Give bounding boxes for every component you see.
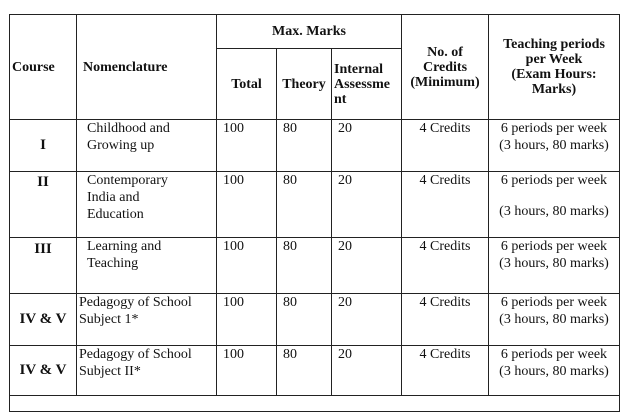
teaching-line: (3 hours, 80 marks) bbox=[499, 364, 609, 379]
course-number: I bbox=[10, 120, 77, 172]
course-name-line: Subject II* bbox=[79, 364, 141, 379]
course-name bbox=[77, 238, 217, 294]
teaching-line: 6 periods per week bbox=[500, 239, 608, 254]
course-name bbox=[77, 294, 217, 346]
header-theory: Theory bbox=[277, 49, 332, 120]
course-name-line: Childhood and bbox=[87, 121, 170, 136]
teaching-line: (3 hours, 80 marks) bbox=[499, 138, 609, 153]
credits: 4 Credits bbox=[402, 346, 489, 396]
teaching-periods bbox=[489, 294, 620, 346]
theory-marks: 80 bbox=[277, 172, 332, 238]
theory-marks: 80 bbox=[277, 346, 332, 396]
teaching-line: (3 hours, 80 marks) bbox=[499, 312, 609, 327]
theory-marks: 80 bbox=[277, 120, 332, 172]
table-row bbox=[10, 294, 620, 346]
course-number: IV & V bbox=[10, 346, 77, 396]
header-internal-line2: Assessme bbox=[334, 76, 390, 92]
credits: 4 Credits bbox=[402, 120, 489, 172]
course-name bbox=[77, 120, 217, 172]
table-row bbox=[10, 346, 620, 396]
course-name-line: Subject 1* bbox=[79, 312, 139, 327]
header-teaching bbox=[489, 15, 620, 120]
internal-marks: 20 bbox=[332, 294, 402, 346]
teaching-line: 6 periods per week bbox=[500, 347, 608, 362]
teaching-periods bbox=[489, 120, 620, 172]
header-teaching-line2: per Week bbox=[525, 52, 583, 67]
course-number: III bbox=[10, 238, 77, 294]
header-max-marks: Max. Marks bbox=[217, 15, 402, 49]
course-number: II bbox=[10, 172, 77, 238]
course-name-line: Learning and bbox=[87, 239, 162, 254]
teaching-periods bbox=[489, 172, 620, 238]
header-credits-line2: Credits bbox=[422, 59, 468, 75]
theory-marks: 80 bbox=[277, 238, 332, 294]
header-teaching-line1: Teaching periods bbox=[503, 37, 605, 52]
course-number: IV & V bbox=[10, 294, 77, 346]
teaching-line: (3 hours, 80 marks) bbox=[499, 204, 609, 219]
course-name-line: Contemporary bbox=[87, 173, 168, 188]
credits: 4 Credits bbox=[402, 172, 489, 238]
internal-marks: 20 bbox=[332, 172, 402, 238]
internal-marks: 20 bbox=[332, 346, 402, 396]
course-name-line: Growing up bbox=[87, 138, 155, 153]
course-name-line: Pedagogy of School bbox=[79, 347, 192, 362]
table-row-partial bbox=[10, 396, 620, 412]
theory-marks: 80 bbox=[277, 294, 332, 346]
header-total: Total bbox=[217, 49, 277, 120]
course-name-line: India and bbox=[87, 190, 140, 205]
internal-marks: 20 bbox=[332, 238, 402, 294]
course-name-line: Teaching bbox=[87, 256, 139, 271]
header-internal-line1: Internal bbox=[334, 61, 383, 77]
partial-cell bbox=[10, 396, 620, 412]
teaching-periods bbox=[489, 238, 620, 294]
teaching-line: 6 periods per week bbox=[500, 295, 608, 310]
header-teaching-line3: (Exam Hours: bbox=[511, 67, 597, 82]
teaching-line: 6 periods per week bbox=[500, 121, 608, 136]
course-name-line: Education bbox=[87, 207, 144, 222]
table-row bbox=[10, 238, 620, 294]
header-nomenclature: Nomenclature bbox=[77, 15, 217, 120]
table-row bbox=[10, 172, 620, 238]
internal-marks: 20 bbox=[332, 120, 402, 172]
header-teaching-line4: Marks) bbox=[531, 82, 577, 97]
credits: 4 Credits bbox=[402, 238, 489, 294]
header-internal-line3: nt bbox=[334, 91, 347, 107]
course-name bbox=[77, 172, 217, 238]
credits: 4 Credits bbox=[402, 294, 489, 346]
header-credits bbox=[402, 15, 489, 120]
total-marks: 100 bbox=[217, 238, 277, 294]
total-marks: 100 bbox=[217, 172, 277, 238]
total-marks: 100 bbox=[217, 120, 277, 172]
total-marks: 100 bbox=[217, 346, 277, 396]
course-name-line: Pedagogy of School bbox=[79, 295, 192, 310]
header-internal bbox=[332, 49, 402, 120]
teaching-periods bbox=[489, 346, 620, 396]
header-credits-line1: No. of bbox=[427, 44, 463, 60]
header-credits-line3: (Minimum) bbox=[410, 74, 480, 90]
course-structure-table bbox=[9, 14, 620, 412]
header-course: Course bbox=[10, 15, 77, 120]
teaching-line: (3 hours, 80 marks) bbox=[499, 256, 609, 271]
teaching-line: 6 periods per week bbox=[500, 173, 608, 188]
course-name bbox=[77, 346, 217, 396]
table-row bbox=[10, 120, 620, 172]
total-marks: 100 bbox=[217, 294, 277, 346]
